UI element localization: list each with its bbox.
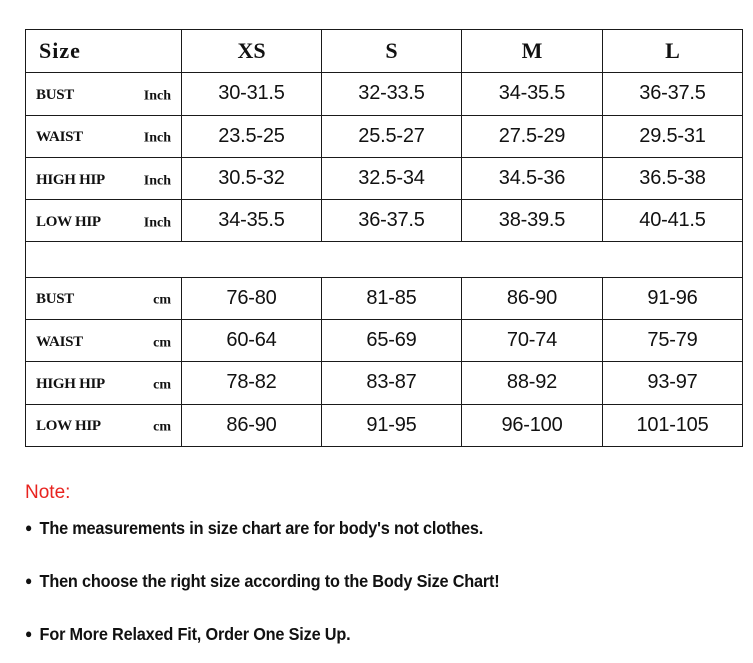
row-label-cell xyxy=(26,157,182,199)
size-header-cell xyxy=(26,30,182,73)
table-cell: 86-90 xyxy=(462,277,603,319)
size-chart-table xyxy=(25,29,743,447)
table-cell: 96-100 xyxy=(462,404,603,446)
table-row xyxy=(26,157,743,199)
row-unit: Inch xyxy=(143,88,171,104)
row-label: HIGH HIP xyxy=(36,171,105,188)
table-row xyxy=(26,115,743,157)
table-cell: 36-37.5 xyxy=(603,73,743,115)
row-label-cell xyxy=(26,200,182,242)
note-text: The measurements in size chart are for body's not clothes. xyxy=(39,518,484,538)
table-row xyxy=(26,362,743,404)
row-label: HIGH HIP xyxy=(36,376,105,393)
table-row xyxy=(26,320,743,362)
table-cell: 91-96 xyxy=(603,277,743,319)
table-cell: 34-35.5 xyxy=(182,200,322,242)
row-unit: cm xyxy=(153,292,171,308)
table-cell: 60-64 xyxy=(182,320,322,362)
table-row xyxy=(26,73,743,115)
table-cell: 75-79 xyxy=(603,320,743,362)
table-cell: 65-69 xyxy=(322,320,462,362)
table-row xyxy=(26,277,743,319)
bullet-icon: ● xyxy=(25,520,33,535)
table-cell: 81-85 xyxy=(322,277,462,319)
table-cell: 30.5-32 xyxy=(182,157,322,199)
table-cell: 27.5-29 xyxy=(462,115,603,157)
note-item xyxy=(25,571,500,592)
table-spacer-row xyxy=(26,242,743,277)
table-cell: 34-35.5 xyxy=(462,73,603,115)
table-cell: 86-90 xyxy=(182,404,322,446)
table-cell: 32-33.5 xyxy=(322,73,462,115)
row-label-cell xyxy=(26,362,182,404)
bullet-icon: ● xyxy=(25,573,33,588)
table-cell: 70-74 xyxy=(462,320,603,362)
column-header-xs: XS xyxy=(182,30,322,73)
row-unit: cm xyxy=(153,419,171,435)
table-cell: 40-41.5 xyxy=(603,200,743,242)
note-title: Note: xyxy=(25,482,71,503)
column-header-s: S xyxy=(322,30,462,73)
row-label-cell xyxy=(26,115,182,157)
row-label: LOW HIP xyxy=(36,418,101,435)
note-item xyxy=(25,624,350,645)
table-cell: 34.5-36 xyxy=(462,157,603,199)
spacer-cell xyxy=(26,242,743,277)
note-text: Then choose the right size according to the Body Size Chart! xyxy=(39,571,500,591)
table-cell: 93-97 xyxy=(603,362,743,404)
table-cell: 91-95 xyxy=(322,404,462,446)
row-unit: cm xyxy=(153,335,171,351)
column-header-m: M xyxy=(462,30,603,73)
table-cell: 36.5-38 xyxy=(603,157,743,199)
row-label: LOW HIP xyxy=(36,214,101,231)
row-label: WAIST xyxy=(36,129,83,146)
table-cell: 83-87 xyxy=(322,362,462,404)
row-label: BUST xyxy=(36,291,74,308)
table-cell: 30-31.5 xyxy=(182,73,322,115)
row-label-cell xyxy=(26,73,182,115)
size-header-label: Size xyxy=(39,38,81,64)
column-header-l: L xyxy=(603,30,743,73)
table-header-row xyxy=(26,30,743,73)
notes-section xyxy=(25,480,745,644)
row-label: BUST xyxy=(36,87,74,104)
table-row xyxy=(26,200,743,242)
note-item xyxy=(25,518,483,539)
row-unit: Inch xyxy=(143,172,171,188)
table-cell: 25.5-27 xyxy=(322,115,462,157)
table-cell: 101-105 xyxy=(603,404,743,446)
row-label-cell xyxy=(26,404,182,446)
table-cell: 32.5-34 xyxy=(322,157,462,199)
row-label: WAIST xyxy=(36,333,83,350)
table-cell: 88-92 xyxy=(462,362,603,404)
table-cell: 23.5-25 xyxy=(182,115,322,157)
row-unit: cm xyxy=(153,377,171,393)
table-cell: 38-39.5 xyxy=(462,200,603,242)
table-cell: 78-82 xyxy=(182,362,322,404)
row-unit: Inch xyxy=(143,215,171,231)
table-cell: 76-80 xyxy=(182,277,322,319)
note-text: For More Relaxed Fit, Order One Size Up. xyxy=(39,624,351,644)
row-label-cell xyxy=(26,277,182,319)
bullet-icon: ● xyxy=(25,626,33,641)
row-unit: Inch xyxy=(143,130,171,146)
row-label-cell xyxy=(26,320,182,362)
table-row xyxy=(26,404,743,446)
table-cell: 29.5-31 xyxy=(603,115,743,157)
table-cell: 36-37.5 xyxy=(322,200,462,242)
